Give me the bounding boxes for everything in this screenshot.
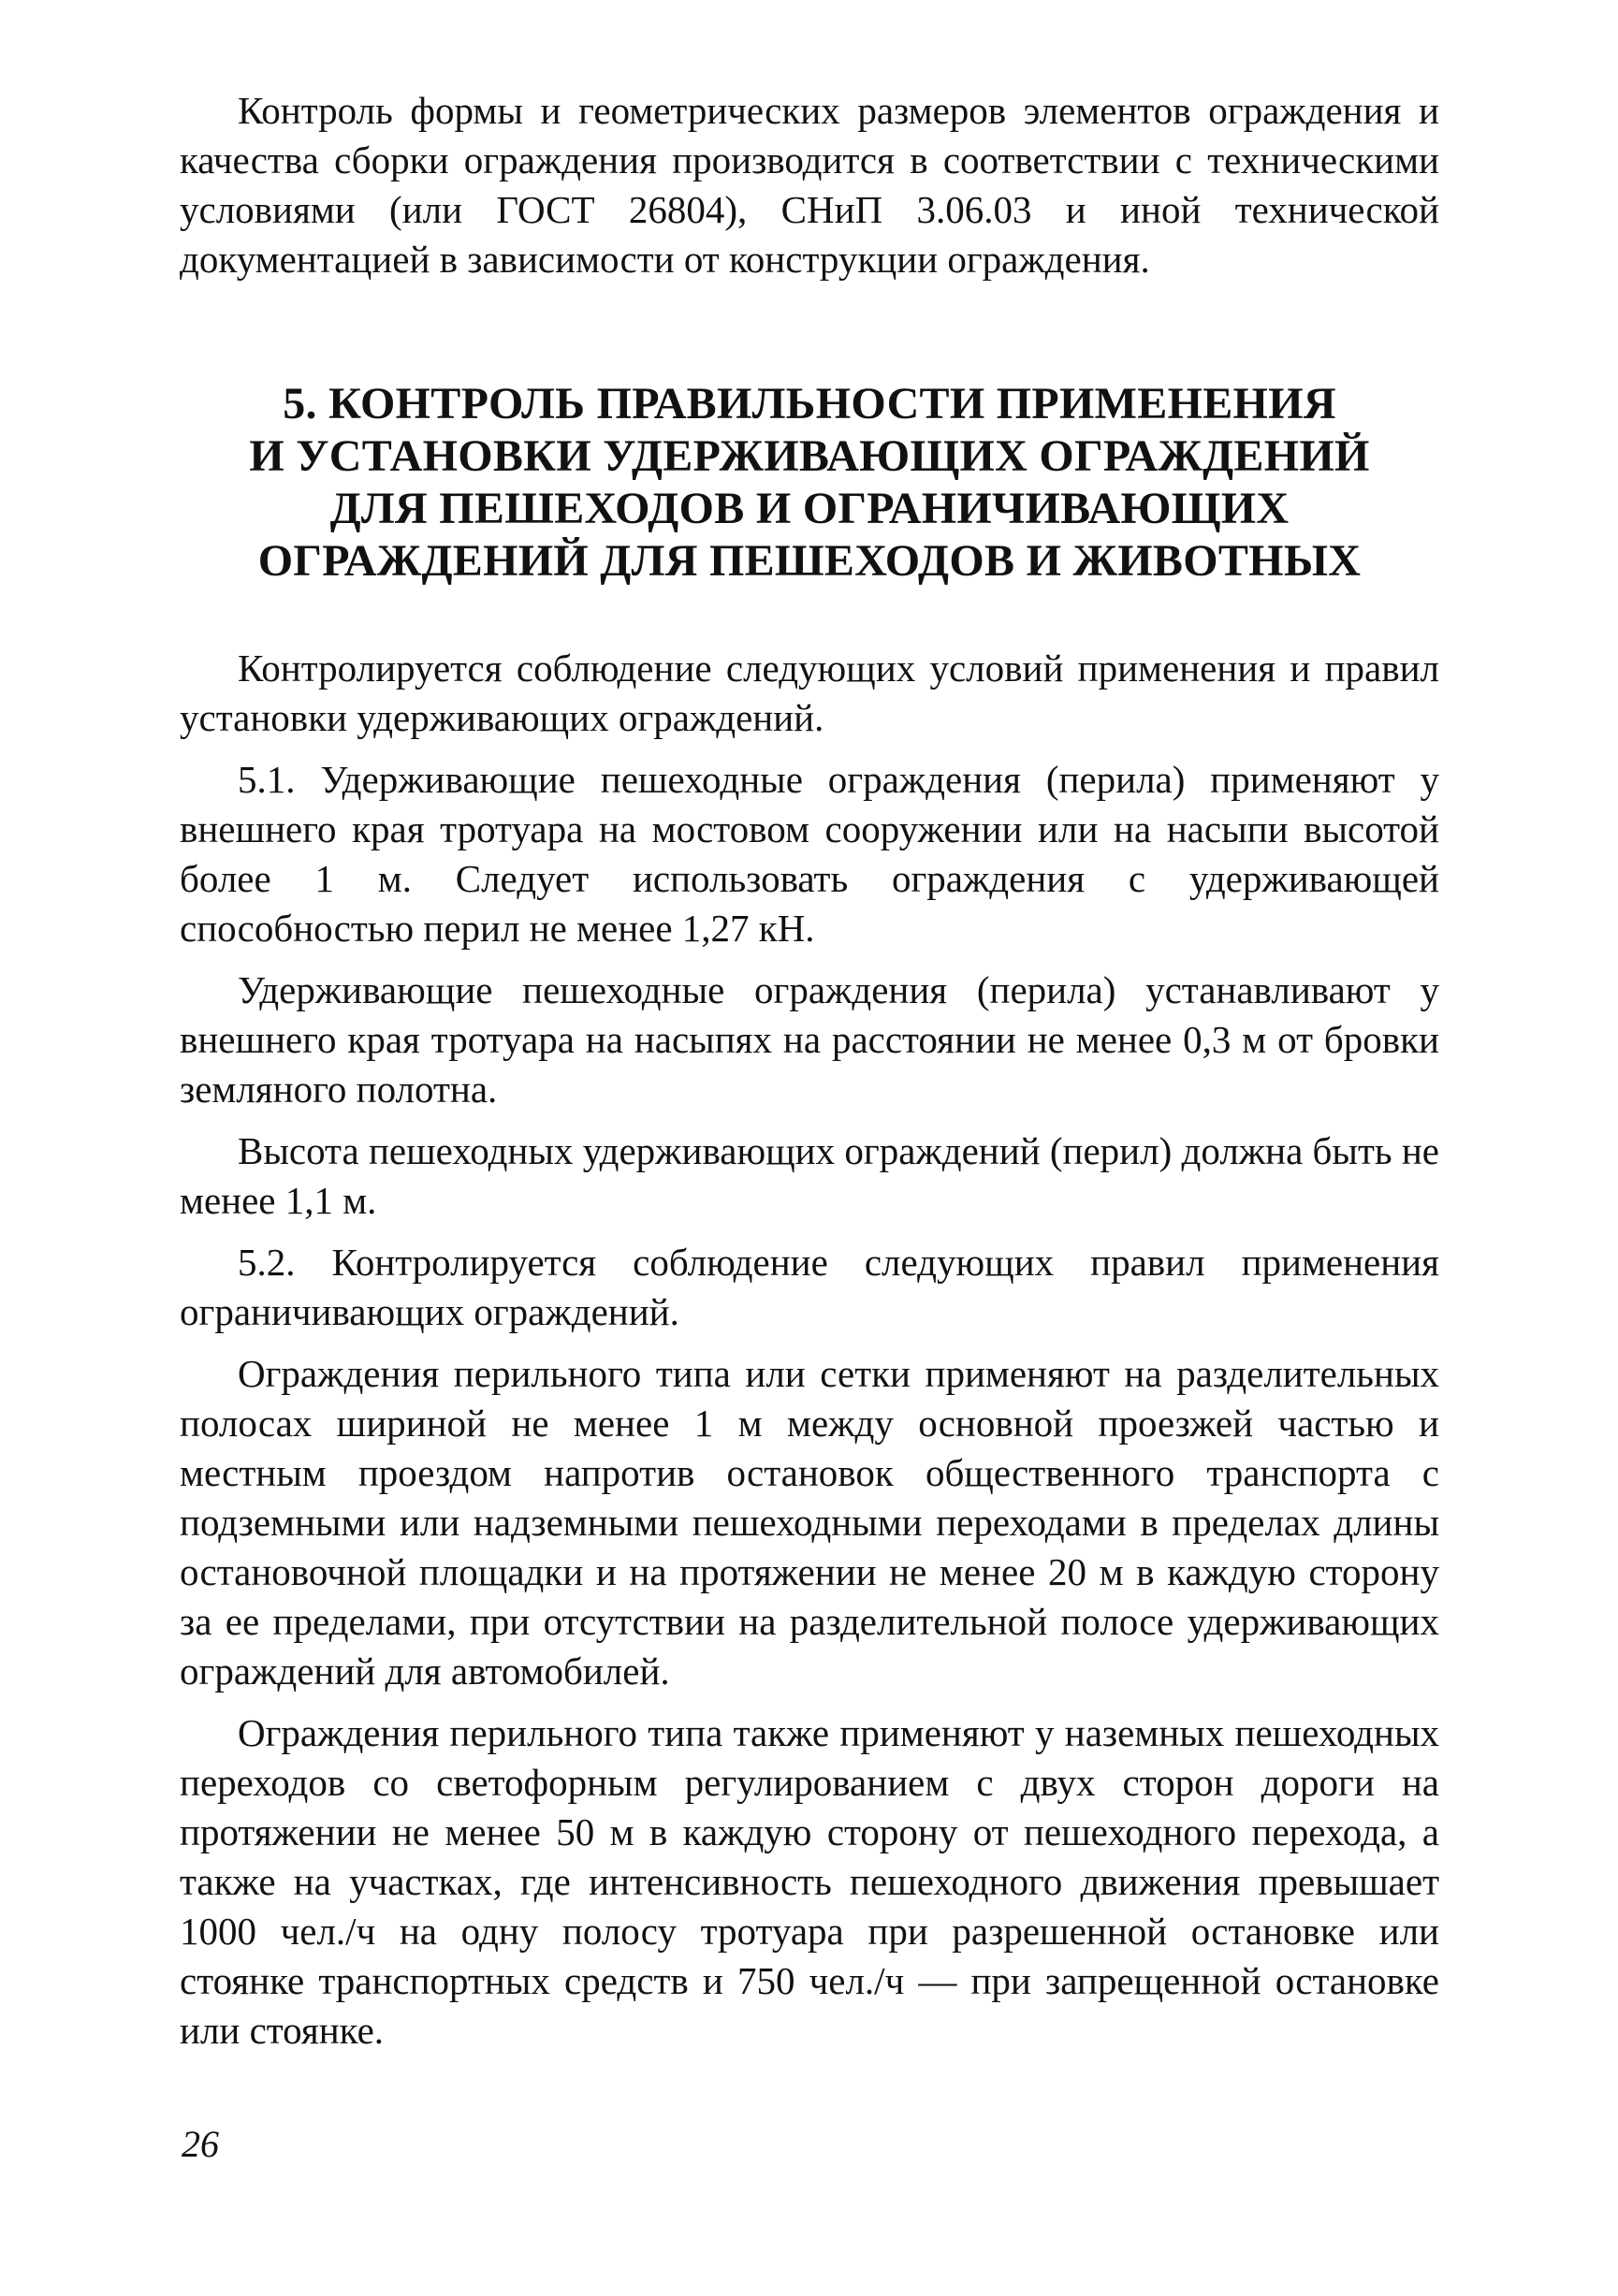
- paragraph-railing-height: Высота пешеходных удерживающих ограждений (перил) должна быть не менее 1,1 м.: [180, 1129, 1439, 1222]
- paragraph-conditions-intro: Контролируется соблюдение следующих условий применения и правил установки удерживающих ограждений.: [180, 647, 1439, 739]
- section-heading-line-3: ДЛЯ ПЕШЕХОДОВ И ОГРАНИЧИВАЮЩИХ: [329, 484, 1290, 533]
- paragraph-railing-installation: Удерживающие пешеходные ограждения (перила) устанавливают у внешнего края тротуара на насыпях на расстоянии не менее 0,3 м от бровки земляного полотна.: [180, 968, 1439, 1111]
- paragraph-dividing-strips: Ограждения перильного типа или сетки применяют на разделительных полосах шириной не менее 1 м между основной проезжей частью и местным проездом напротив остановок общественного транспорта с подземными или надземными пешеходными переходами в пределах длины остановочной площадки и на протяжении не менее 20 м в каждую сторону за ее пределами, при отсутствии на разделительной полосе удерживающих ограждений для автомобилей.: [180, 1352, 1439, 1693]
- paragraph-5-2: 5.2. Контролируется соблюдение следующих правил применения ограничивающих ограждений.: [180, 1241, 1439, 1333]
- section-heading-line-1: 5. КОНТРОЛЬ ПРАВИЛЬНОСТИ ПРИМЕНЕНИЯ: [283, 379, 1336, 429]
- page-number: 26: [182, 2123, 219, 2165]
- section-heading-line-4: ОГРАЖДЕНИЙ ДЛЯ ПЕШЕХОДОВ И ЖИВОТНЫХ: [257, 536, 1362, 586]
- section-heading-line-2: И УСТАНОВКИ УДЕРЖИВАЮЩИХ ОГРАЖДЕНИЙ: [249, 431, 1370, 481]
- document-page: [180, 86, 1439, 2068]
- paragraph-crossings: Ограждения перильного типа также применяют у наземных пешеходных переходов со светофорным регулированием с двух сторон дороги на протяжении не менее 50 м в каждую сторону от пешеходного перехода, а также на участках, где интенсивность пешеходного движения превышает 1000 чел./ч на одну полосу тротуара при разрешенной остановке или стоянке транспортных средств и 750 чел./ч — при запрещенной остановке или стоянке.: [180, 1711, 1439, 2052]
- paragraph-5-1: 5.1. Удерживающие пешеходные ограждения (перила) применяют у внешнего края тротуара на мостовом сооружении или на насыпи высотой более 1 м. Следует использовать ограждения с удерживающей способностью перил не менее 1,27 кН.: [180, 758, 1439, 950]
- intro-paragraph: Контроль формы и геометрических размеров элементов ограждения и качества сборки ограждения производится в соответствии с техническими условиями (или ГОСТ 26804), СНиП 3.06.03 и иной технической документацией в зависимости от конструкции ограждения.: [180, 89, 1439, 281]
- section-heading: [180, 378, 1439, 588]
